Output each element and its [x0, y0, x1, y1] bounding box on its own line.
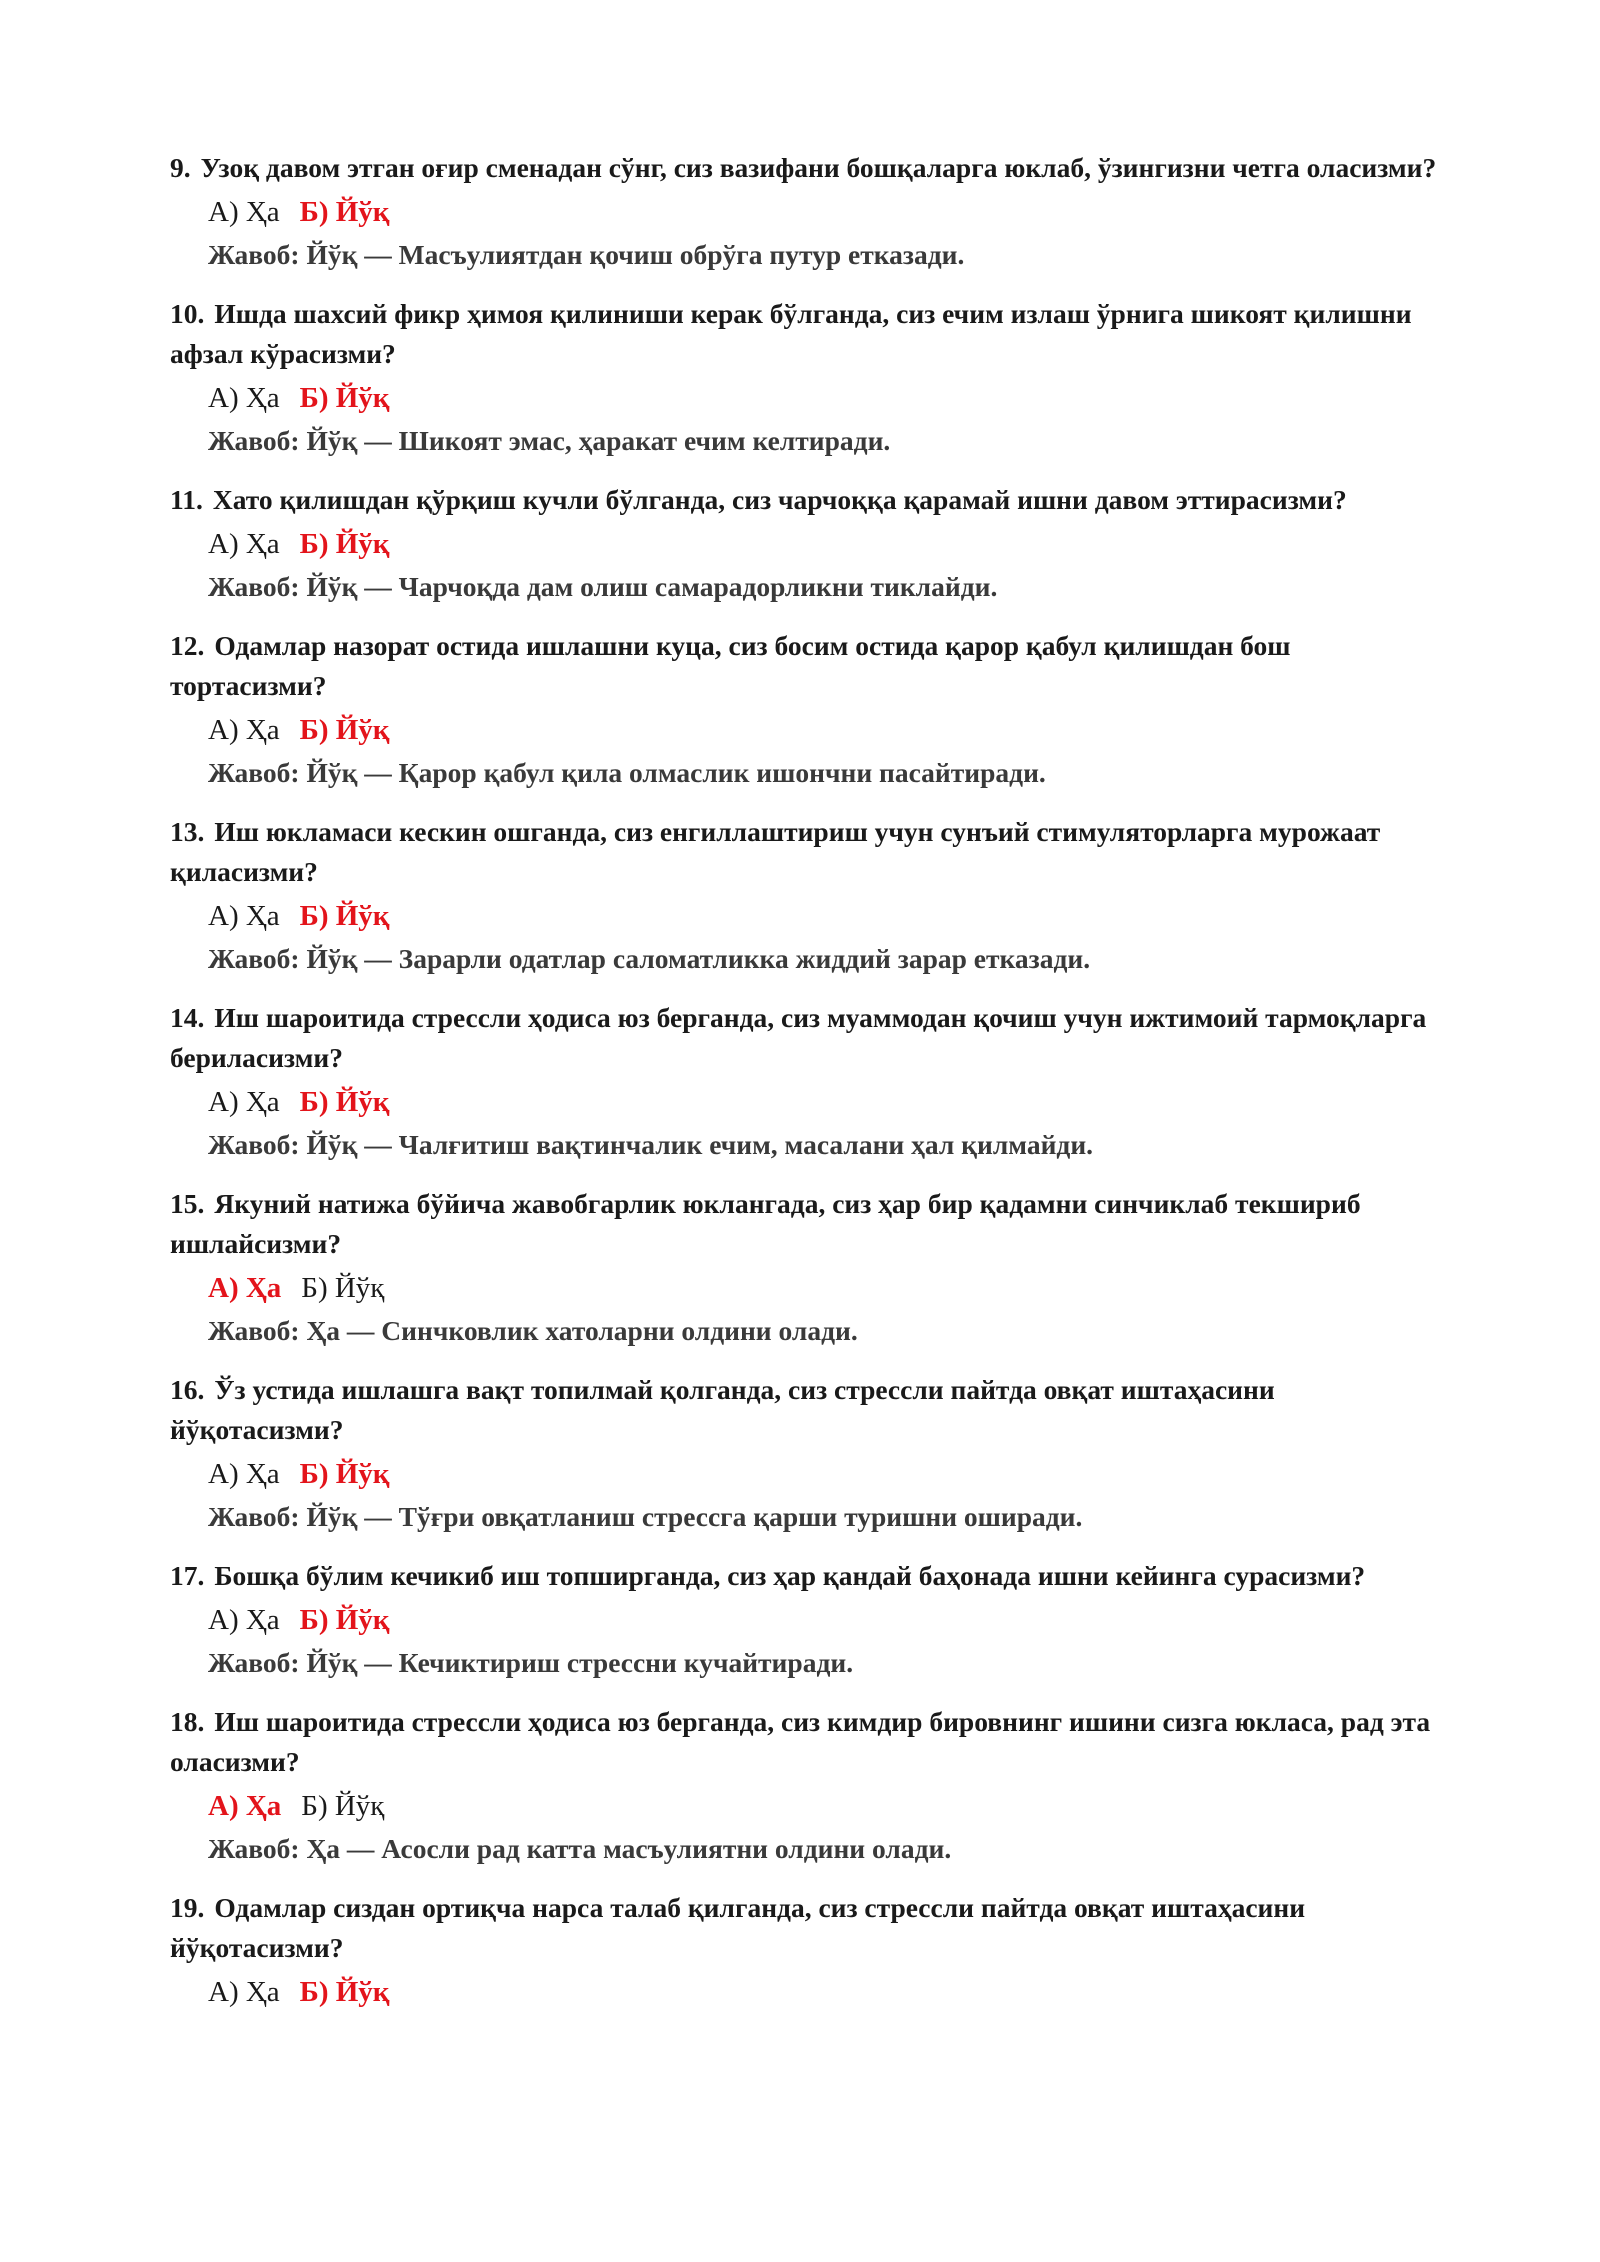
question-number: 11.	[170, 484, 203, 515]
question-text	[170, 1702, 1450, 1782]
question-body: Одамлар назорат остида ишлашни куца, сиз босим остида қарор қабул қилишдан бош тортасизми?	[170, 630, 1291, 701]
option-a[interactable]: А) Ҳа	[208, 382, 280, 414]
question-item	[170, 1556, 1450, 1684]
question-item	[170, 480, 1450, 608]
option-a[interactable]: А) Ҳа	[208, 1086, 280, 1118]
question-body: Ишда шахсий фикр ҳимоя қилиниши керак бўлганда, сиз ечим излаш ўрнига шикоят қилишни афзал кўрасизми?	[170, 298, 1412, 369]
question-number: 10.	[170, 298, 205, 329]
option-b[interactable]: Б) Йўқ	[299, 1458, 390, 1490]
answer-options	[208, 1452, 1450, 1496]
question-item	[170, 812, 1450, 980]
question-text	[170, 626, 1450, 706]
question-text	[170, 294, 1450, 374]
answer-explanation: Жавоб: Йўқ — Шикоят эмас, ҳаракат ечим келтиради.	[208, 425, 891, 456]
answer-options	[208, 1598, 1450, 1642]
question-item	[170, 1702, 1450, 1870]
option-a[interactable]: А) Ҳа	[208, 196, 280, 228]
option-a[interactable]: А) Ҳа	[208, 1272, 282, 1304]
answer-explanation: Жавоб: Йўқ — Тўғри овқатланиш стрессга қарши туришни оширади.	[208, 1501, 1083, 1532]
question-text	[170, 1184, 1450, 1264]
option-b[interactable]: Б) Йўқ	[299, 382, 390, 414]
option-b[interactable]: Б) Йўқ	[301, 1790, 385, 1822]
question-body: Бошқа бўлим кечикиб иш топширганда, сиз ҳар қандай баҳонада ишни кейинга сурасизми?	[214, 1560, 1366, 1591]
answer-explanation: Жавоб: Йўқ — Масъулиятдан қочиш обрўга путур етказади.	[208, 239, 965, 270]
answer-explanation: Жавоб: Ҳа — Синчковлик хатоларни олдини олади.	[208, 1315, 858, 1346]
question-text	[170, 812, 1450, 892]
option-b[interactable]: Б) Йўқ	[299, 1086, 390, 1118]
option-b[interactable]: Б) Йўқ	[299, 1976, 390, 2008]
question-item	[170, 148, 1450, 276]
answer-options	[208, 1266, 1450, 1310]
answer-explanation: Жавоб: Йўқ — Зарарли одатлар саломатликка жиддий зарар етказади.	[208, 943, 1091, 974]
question-number: 13.	[170, 816, 205, 847]
question-item	[170, 1370, 1450, 1538]
question-text	[170, 1888, 1450, 1968]
answer-explanation: Жавоб: Йўқ — Чарчоқда дам олиш самарадорликни тиклайди.	[208, 571, 998, 602]
answer-options	[208, 1080, 1450, 1124]
question-list	[170, 148, 1450, 2014]
question-number: 9.	[170, 152, 191, 183]
question-item	[170, 294, 1450, 462]
answer-options	[208, 1970, 1450, 2014]
option-a[interactable]: А) Ҳа	[208, 1604, 280, 1636]
answer-explanation: Жавоб: Йўқ — Кечиктириш стрессни кучайтиради.	[208, 1647, 854, 1678]
question-text	[170, 480, 1450, 520]
answer-options	[208, 190, 1450, 234]
question-number: 14.	[170, 1002, 205, 1033]
option-a[interactable]: А) Ҳа	[208, 528, 280, 560]
question-body: Иш шароитида стрессли ҳодиса юз берганда, сиз муаммодан қочиш учун ижтимоий тармоқларга бериласизми?	[170, 1002, 1427, 1073]
question-text	[170, 1370, 1450, 1450]
answer-explanation: Жавоб: Йўқ — Чалғитиш вақтинчалик ечим, масалани ҳал қилмайди.	[208, 1129, 1094, 1160]
answer-options	[208, 894, 1450, 938]
option-b[interactable]: Б) Йўқ	[299, 1604, 390, 1636]
question-item	[170, 998, 1450, 1166]
answer-explanation: Жавоб: Йўқ — Қарор қабул қила олмаслик ишончни пасайтиради.	[208, 757, 1046, 788]
answer-options	[208, 376, 1450, 420]
question-item	[170, 1184, 1450, 1352]
answer-options	[208, 522, 1450, 566]
option-a[interactable]: А) Ҳа	[208, 1458, 280, 1490]
option-b[interactable]: Б) Йўқ	[299, 196, 390, 228]
question-body: Якуний натижа бўйича жавобгарлик юклангада, сиз ҳар бир қадамни синчиклаб текшириб ишлайсизми?	[170, 1188, 1361, 1259]
option-a[interactable]: А) Ҳа	[208, 714, 280, 746]
question-body: Одамлар сиздан ортиқча нарса талаб қилганда, сиз стрессли пайтда овқат иштаҳасини йўқотасизми?	[170, 1892, 1306, 1963]
question-text	[170, 148, 1450, 188]
question-number: 15.	[170, 1188, 205, 1219]
option-b[interactable]: Б) Йўқ	[299, 714, 390, 746]
option-b[interactable]: Б) Йўқ	[299, 900, 390, 932]
option-a[interactable]: А) Ҳа	[208, 900, 280, 932]
answer-options	[208, 1784, 1450, 1828]
question-body: Иш юкламаси кескин ошганда, сиз енгиллаштириш учун сунъий стимуляторларга мурожаат қиласизми?	[170, 816, 1381, 887]
question-body: Узоқ давом этган оғир сменадан сўнг, сиз вазифани бошқаларга юклаб, ўзингизни четга оласизми?	[200, 152, 1437, 183]
answer-options	[208, 708, 1450, 752]
option-a[interactable]: А) Ҳа	[208, 1790, 282, 1822]
question-number: 18.	[170, 1706, 205, 1737]
question-number: 19.	[170, 1892, 205, 1923]
question-body: Иш шароитида стрессли ҳодиса юз берганда, сиз кимдир бировнинг ишини сизга юкласа, рад эта оласизми?	[170, 1706, 1431, 1777]
question-item	[170, 1888, 1450, 2014]
question-text	[170, 998, 1450, 1078]
question-body: Хато қилишдан қўрқиш кучли бўлганда, сиз чарчоққа қарамай ишни давом эттирасизми?	[212, 484, 1347, 515]
question-body: Ўз устида ишлашга вақт топилмай қолганда, сиз стрессли пайтда овқат иштаҳасини йўқотасизми?	[170, 1374, 1275, 1445]
question-item	[170, 626, 1450, 794]
option-b[interactable]: Б) Йўқ	[299, 528, 390, 560]
option-a[interactable]: А) Ҳа	[208, 1976, 280, 2008]
option-b[interactable]: Б) Йўқ	[301, 1272, 385, 1304]
question-number: 12.	[170, 630, 205, 661]
question-number: 16.	[170, 1374, 205, 1405]
question-text	[170, 1556, 1450, 1596]
question-number: 17.	[170, 1560, 205, 1591]
answer-explanation: Жавоб: Ҳа — Асосли рад катта масъулиятни олдини олади.	[208, 1833, 952, 1864]
